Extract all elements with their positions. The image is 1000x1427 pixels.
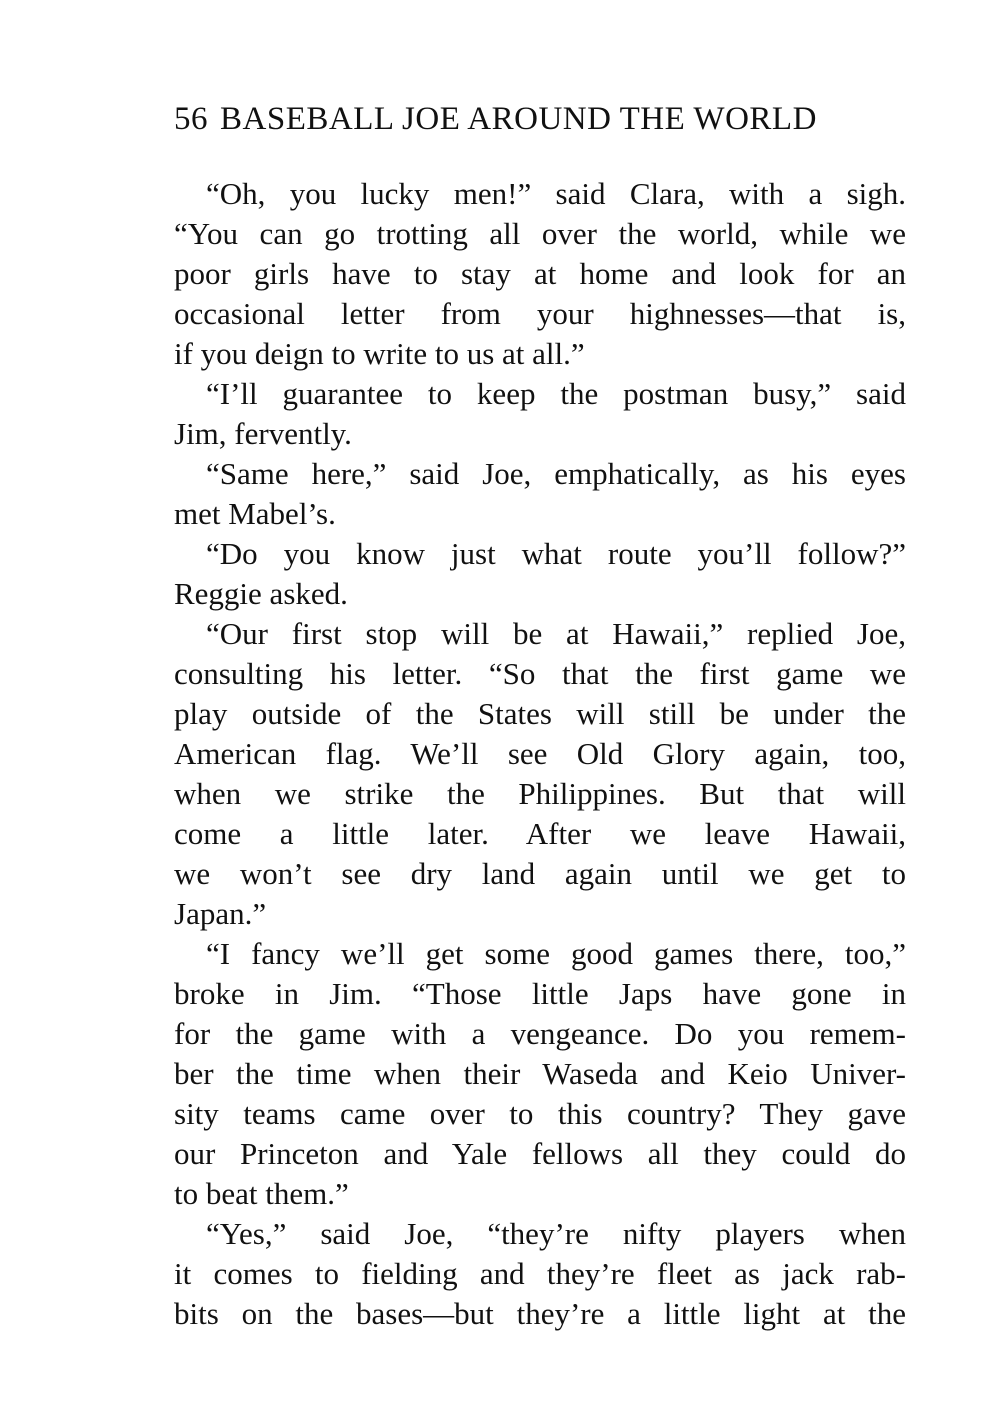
paragraph [174,614,906,934]
running-head [174,98,906,140]
text-line: occasional letter from your highnesses—that is, [174,296,906,331]
book-page [174,98,906,1334]
text-line: it comes to fielding and they’re fleet as jack rab- [174,1256,906,1291]
paragraph [174,934,906,1214]
text-line: “Oh, you lucky men!” said Clara, with a sigh. [206,176,906,211]
text-line: consulting his letter. “So that the first game we [174,656,906,691]
paragraph [174,454,906,534]
text-line: bits on the bases—but they’re a little light at the [174,1296,906,1331]
text-line: “I fancy we’ll get some good games there, too,” [206,936,906,971]
running-title: BASEBALL JOE AROUND THE WORLD [220,101,817,137]
text-line: play outside of the States will still be under the [174,696,906,731]
text-line: “Do you know just what route you’ll follow?” [206,536,906,571]
text-line: if you deign to write to us at all.” [174,336,585,371]
text-line: come a little later. After we leave Hawaii, [174,816,906,851]
page-number: 56 [174,101,208,137]
text-line: Jim, fervently. [174,416,352,451]
text-line: for the game with a vengeance. Do you remem- [174,1016,906,1051]
text-line: “Same here,” said Joe, emphatically, as his eyes [206,456,906,491]
body-text [174,174,906,1334]
text-line: to beat them.” [174,1176,349,1211]
text-line: when we strike the Philippines. But that will [174,776,906,811]
text-line: “Yes,” said Joe, “they’re nifty players when [206,1216,906,1251]
paragraph [174,174,906,374]
paragraph [174,1214,906,1334]
text-line: Reggie asked. [174,576,348,611]
paragraph [174,374,906,454]
text-line: met Mabel’s. [174,496,336,531]
text-line: “Our first stop will be at Hawaii,” replied Joe, [206,616,906,651]
text-line: broke in Jim. “Those little Japs have gone in [174,976,906,1011]
paragraph [174,534,906,614]
text-line: sity teams came over to this country? They gave [174,1096,906,1131]
text-line: “I’ll guarantee to keep the postman busy,” said [206,376,906,411]
text-line: Japan.” [174,896,267,931]
text-line: our Princeton and Yale fellows all they could do [174,1136,906,1171]
text-line: American flag. We’ll see Old Glory again, too, [174,736,906,771]
text-line: we won’t see dry land again until we get to [174,856,906,891]
text-line: poor girls have to stay at home and look for an [174,256,906,291]
text-line: “You can go trotting all over the world, while we [174,216,906,251]
text-line: ber the time when their Waseda and Keio Univer- [174,1056,906,1091]
